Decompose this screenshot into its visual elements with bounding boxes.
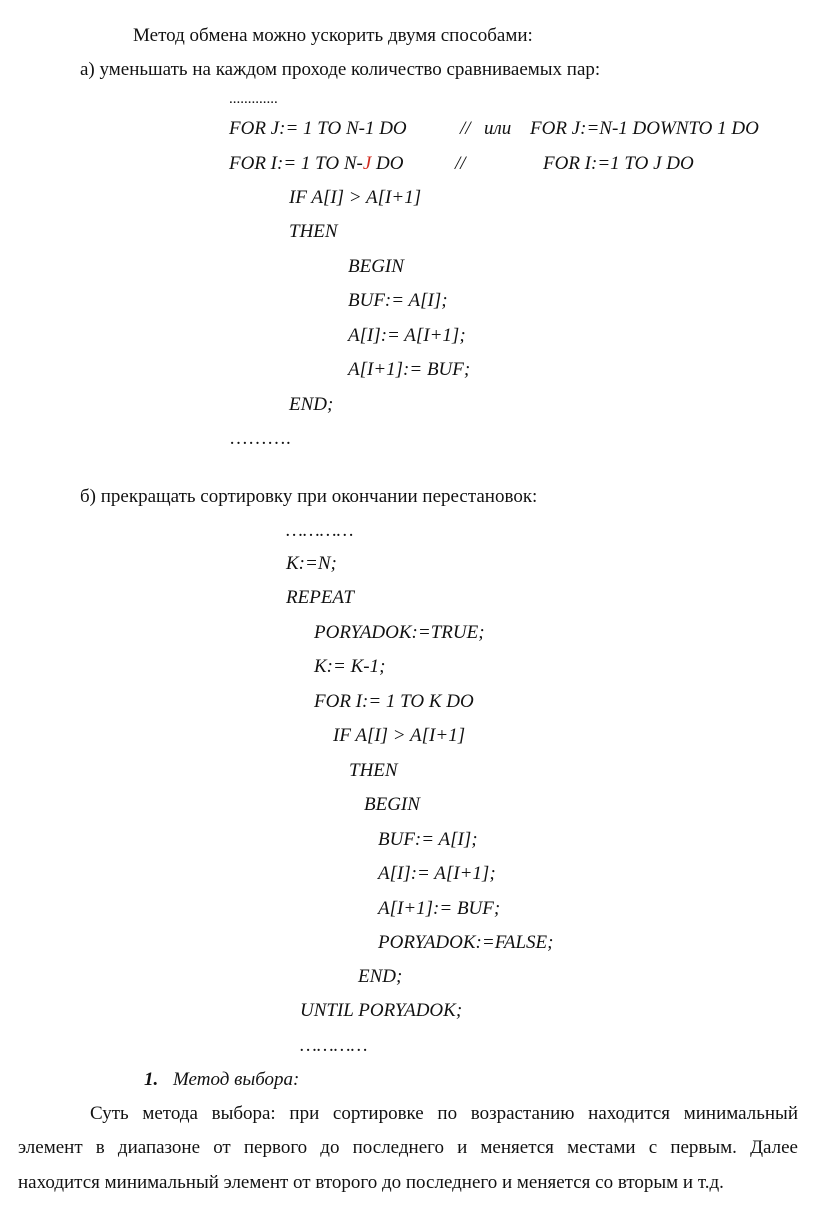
part-b-heading: б) прекращать сортировку при окончании перестановок: bbox=[80, 486, 538, 507]
section-number: 1. bbox=[144, 1069, 159, 1090]
k-init-line: K:=N; bbox=[286, 553, 337, 574]
section-title: Метод выбора: bbox=[173, 1069, 300, 1090]
b-for-line: FOR I:= 1 TO K DO bbox=[314, 691, 474, 712]
b-restore-line: A[I+1]:= BUF; bbox=[378, 898, 501, 919]
a-restore-line: A[I+1]:= BUF; bbox=[348, 359, 471, 380]
for-j-line: FOR J:= 1 TO N-1 DO bbox=[229, 118, 407, 139]
poryadok-true-line: PORYADOK:=TRUE; bbox=[314, 622, 485, 643]
comment-1: // bbox=[460, 118, 471, 139]
b-begin-line: BEGIN bbox=[364, 794, 420, 815]
part-b-dots-top: ………… bbox=[286, 520, 354, 541]
for-i-line bbox=[229, 153, 404, 175]
part-a-dots-top: ............. bbox=[229, 91, 278, 107]
repeat-line: REPEAT bbox=[286, 587, 354, 608]
paragraph-line-2: элемент в диапазоне от первого до последнего и меняется местами с первым. Далее bbox=[18, 1137, 798, 1158]
a-swap-line: A[I]:= A[I+1]; bbox=[348, 325, 466, 346]
a-buf-line: BUF:= A[I]; bbox=[348, 290, 448, 311]
k-dec-line: K:= K-1; bbox=[314, 656, 386, 677]
a-end-line: END; bbox=[289, 394, 334, 415]
alt-for-j-line: FOR J:=N-1 DOWNTO 1 DO bbox=[530, 118, 759, 139]
a-then-line: THEN bbox=[289, 221, 338, 242]
or-word: или bbox=[484, 118, 512, 139]
b-end-line: END; bbox=[358, 966, 403, 987]
comment-2: // bbox=[455, 153, 466, 174]
until-line: UNTIL PORYADOK; bbox=[300, 1000, 463, 1021]
b-if-line: IF A[I] > A[I+1] bbox=[333, 725, 466, 746]
part-b-dots-bottom: ………… bbox=[300, 1035, 368, 1056]
paragraph-line-1: Суть метода выбора: при сортировке по возрастанию находится минимальный bbox=[90, 1103, 798, 1124]
for-i-prefix: FOR I:= 1 TO N- bbox=[229, 153, 363, 174]
b-then-line: THEN bbox=[349, 760, 398, 781]
part-a-dots-bottom: ………. bbox=[229, 428, 291, 449]
b-buf-line: BUF:= A[I]; bbox=[378, 829, 478, 850]
intro-text: Метод обмена можно ускорить двумя способами: bbox=[133, 25, 533, 46]
poryadok-false-line: PORYADOK:=FALSE; bbox=[378, 932, 554, 953]
for-i-var-highlight: J bbox=[362, 153, 372, 174]
paragraph-line-3: находится минимальный элемент от второго до последнего и меняется со вторым и т.д. bbox=[18, 1172, 724, 1193]
a-if-line: IF A[I] > A[I+1] bbox=[289, 187, 422, 208]
alt-for-i-line: FOR I:=1 TO J DO bbox=[543, 153, 694, 174]
part-a-heading: а) уменьшать на каждом проходе количество сравниваемых пар: bbox=[80, 59, 601, 80]
for-i-suffix: DO bbox=[371, 153, 404, 174]
a-begin-line: BEGIN bbox=[348, 256, 404, 277]
b-swap-line: A[I]:= A[I+1]; bbox=[378, 863, 496, 884]
